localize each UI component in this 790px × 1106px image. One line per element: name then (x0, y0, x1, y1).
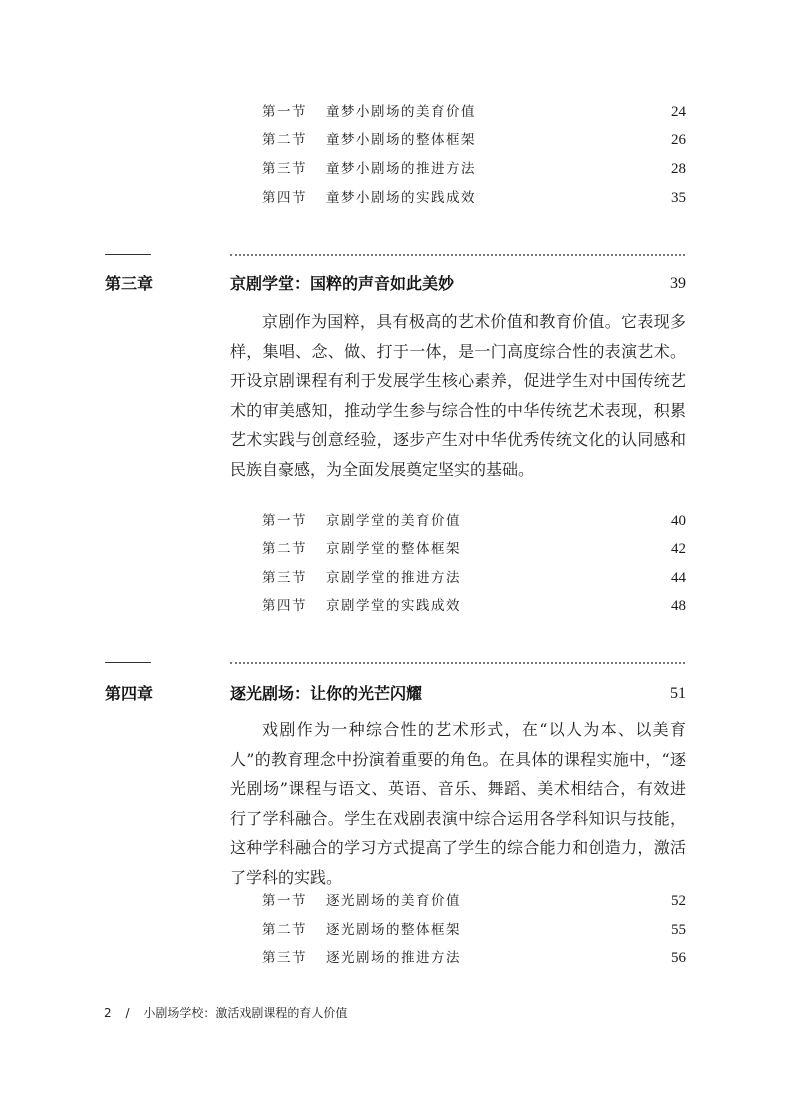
section-page-number: 40 (671, 513, 686, 529)
section-page-number: 42 (671, 541, 686, 557)
chapter-divider-dotted (230, 662, 685, 664)
section-title: 逐光剧场的整体框架 (326, 922, 461, 938)
section-title: 京剧学堂的推进方法 (326, 570, 461, 586)
toc-chapter-entry[interactable] (105, 270, 686, 298)
section-page-number: 52 (671, 893, 686, 909)
chapter-divider-dotted (230, 254, 685, 256)
toc-section-entry[interactable] (262, 157, 686, 181)
toc-section-entry[interactable] (262, 889, 686, 913)
section-page-number: 48 (671, 598, 686, 614)
chapter-title: 京剧学堂：国粹的声音如此美妙 (230, 274, 455, 293)
page-footer (104, 1003, 357, 1023)
section-title: 童梦小剧场的推进方法 (326, 161, 476, 177)
section-title: 童梦小剧场的实践成效 (326, 190, 476, 206)
section-title: 童梦小剧场的整体框架 (326, 132, 476, 148)
toc-section-entry[interactable] (262, 100, 686, 124)
section-title: 京剧学堂的美育价值 (326, 513, 461, 529)
section-number: 第四节 (262, 598, 307, 614)
section-page-number: 35 (671, 190, 686, 206)
chapter-summary: 京剧作为国粹，具有极高的艺术价值和教育价值。它表现多样，集唱、念、做、打于一体，是一门高度综合性的表演艺术。开设京剧课程有利于发展学生核心素养，促进学生对中国传统艺术的审美感知，推动学生参与综合性的中华传统艺术表现，积累艺术实践与创意经验，逐步产生对中华优秀传统文化的认同感和民族自豪感，为全面发展奠定坚实的基础。 (230, 312, 686, 479)
chapter-label: 第四章 (105, 684, 154, 703)
toc-section-entry[interactable] (262, 186, 686, 210)
toc-section-entry[interactable] (262, 918, 686, 942)
footer-separator: / (125, 1006, 130, 1020)
section-title: 京剧学堂的实践成效 (326, 598, 461, 614)
section-title: 逐光剧场的美育价值 (326, 893, 461, 909)
chapter-divider-short (105, 662, 151, 663)
section-page-number: 28 (671, 161, 686, 177)
section-title: 童梦小剧场的美育价值 (326, 104, 476, 120)
chapter-page-number: 39 (670, 275, 686, 292)
section-number: 第二节 (262, 132, 307, 148)
section-page-number: 26 (671, 132, 686, 148)
section-title: 逐光剧场的推进方法 (326, 950, 461, 966)
section-number: 第一节 (262, 104, 307, 120)
section-number: 第三节 (262, 570, 307, 586)
section-number: 第三节 (262, 161, 307, 177)
toc-section-entry[interactable] (262, 509, 686, 533)
section-number: 第四节 (262, 190, 307, 206)
toc-chapter-entry[interactable] (105, 680, 686, 708)
toc-section-entry[interactable] (262, 128, 686, 152)
chapter-divider-short (105, 254, 151, 255)
chapter-title: 逐光剧场：让你的光芒闪耀 (230, 684, 423, 703)
footer-book-title: 小剧场学校：激活戏剧课程的育人价值 (143, 1006, 348, 1020)
section-page-number: 56 (671, 950, 686, 966)
section-number: 第一节 (262, 893, 307, 909)
section-title: 京剧学堂的整体框架 (326, 541, 461, 557)
section-number: 第一节 (262, 513, 307, 529)
chapter-page-number: 51 (670, 685, 686, 702)
section-page-number: 44 (671, 570, 686, 586)
section-page-number: 24 (671, 104, 686, 120)
section-page-number: 55 (671, 922, 686, 938)
section-number: 第二节 (262, 541, 307, 557)
toc-section-entry[interactable] (262, 594, 686, 618)
toc-section-entry[interactable] (262, 946, 686, 970)
chapter-label: 第三章 (105, 274, 154, 293)
toc-section-entry[interactable] (262, 566, 686, 590)
section-number: 第三节 (262, 950, 307, 966)
toc-section-entry[interactable] (262, 537, 686, 561)
section-number: 第二节 (262, 922, 307, 938)
chapter-summary: 戏剧作为一种综合性的艺术形式，在“以人为本、以美育人”的教育理念中扮演着重要的角色。在具体的课程实施中，“逐光剧场”课程与语文、英语、音乐、舞蹈、美术相结合，有效进行了学科融合。学生在戏剧表演中综合运用各学科知识与技能，这种学科融合的学习方式提高了学生的综合能力和创造力，激活了学科的实践。 (230, 720, 686, 887)
footer-page-number: 2 (104, 1006, 112, 1020)
